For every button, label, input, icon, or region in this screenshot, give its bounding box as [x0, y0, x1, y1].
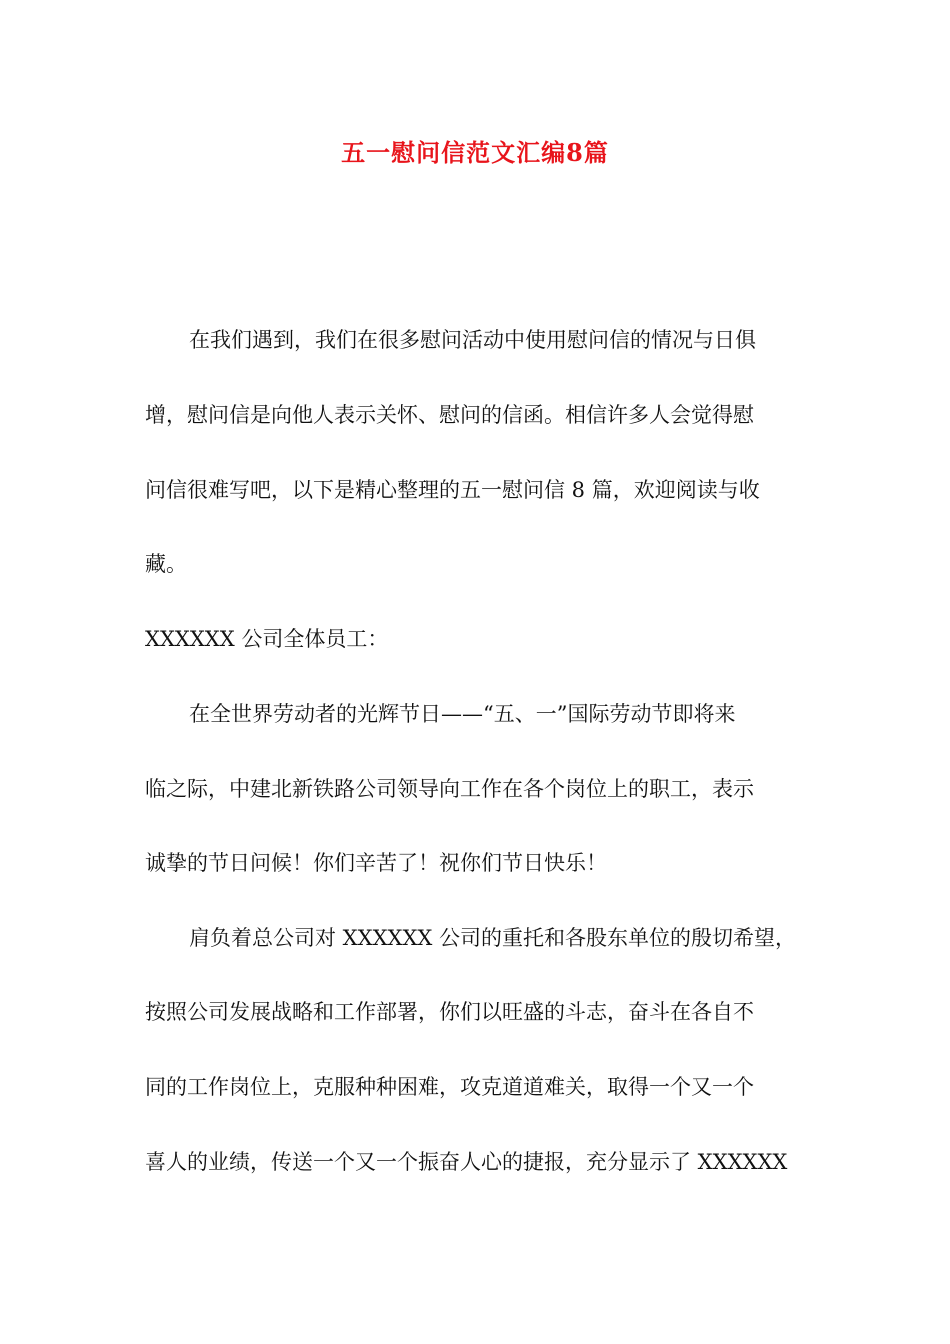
paragraph-line: 按照公司发展战略和工作部署，你们以旺盛的斗志，奋斗在各自不 — [145, 1000, 754, 1024]
paragraph-line: 喜人的业绩，传送一个又一个振奋人心的捷报，充分显示了 XXXXXX — [145, 1150, 788, 1174]
paragraph-line: 问信很难写吧，以下是精心整理的五一慰问信 8 篇，欢迎阅读与收 — [145, 478, 760, 502]
paragraph-line: 藏。 — [145, 552, 187, 576]
paragraph-line: 同的工作岗位上，克服种种困难，攻克道道难关，取得一个又一个 — [145, 1075, 754, 1099]
paragraph-line: 肩负着总公司对 XXXXXX 公司的重托和各股东单位的殷切希望， — [189, 926, 797, 950]
paragraph-line: 诚挚的节日问候！你们辛苦了！祝你们节日快乐！ — [145, 851, 607, 875]
paragraph-line: 在全世界劳动者的光辉节日——“五、一”国际劳动节即将来 — [189, 702, 736, 726]
salutation-line: XXXXXX 公司全体员工： — [145, 627, 389, 651]
document-title: 五一慰问信范文汇编8篇 — [341, 138, 609, 167]
paragraph-line: 在我们遇到，我们在很多慰问活动中使用慰问信的情况与日俱 — [189, 328, 756, 352]
paragraph-line: 临之际，中建北新铁路公司领导向工作在各个岗位上的职工，表示 — [145, 777, 754, 801]
paragraph-line: 增，慰问信是向他人表示关怀、慰问的信函。相信许多人会觉得慰 — [145, 403, 754, 427]
